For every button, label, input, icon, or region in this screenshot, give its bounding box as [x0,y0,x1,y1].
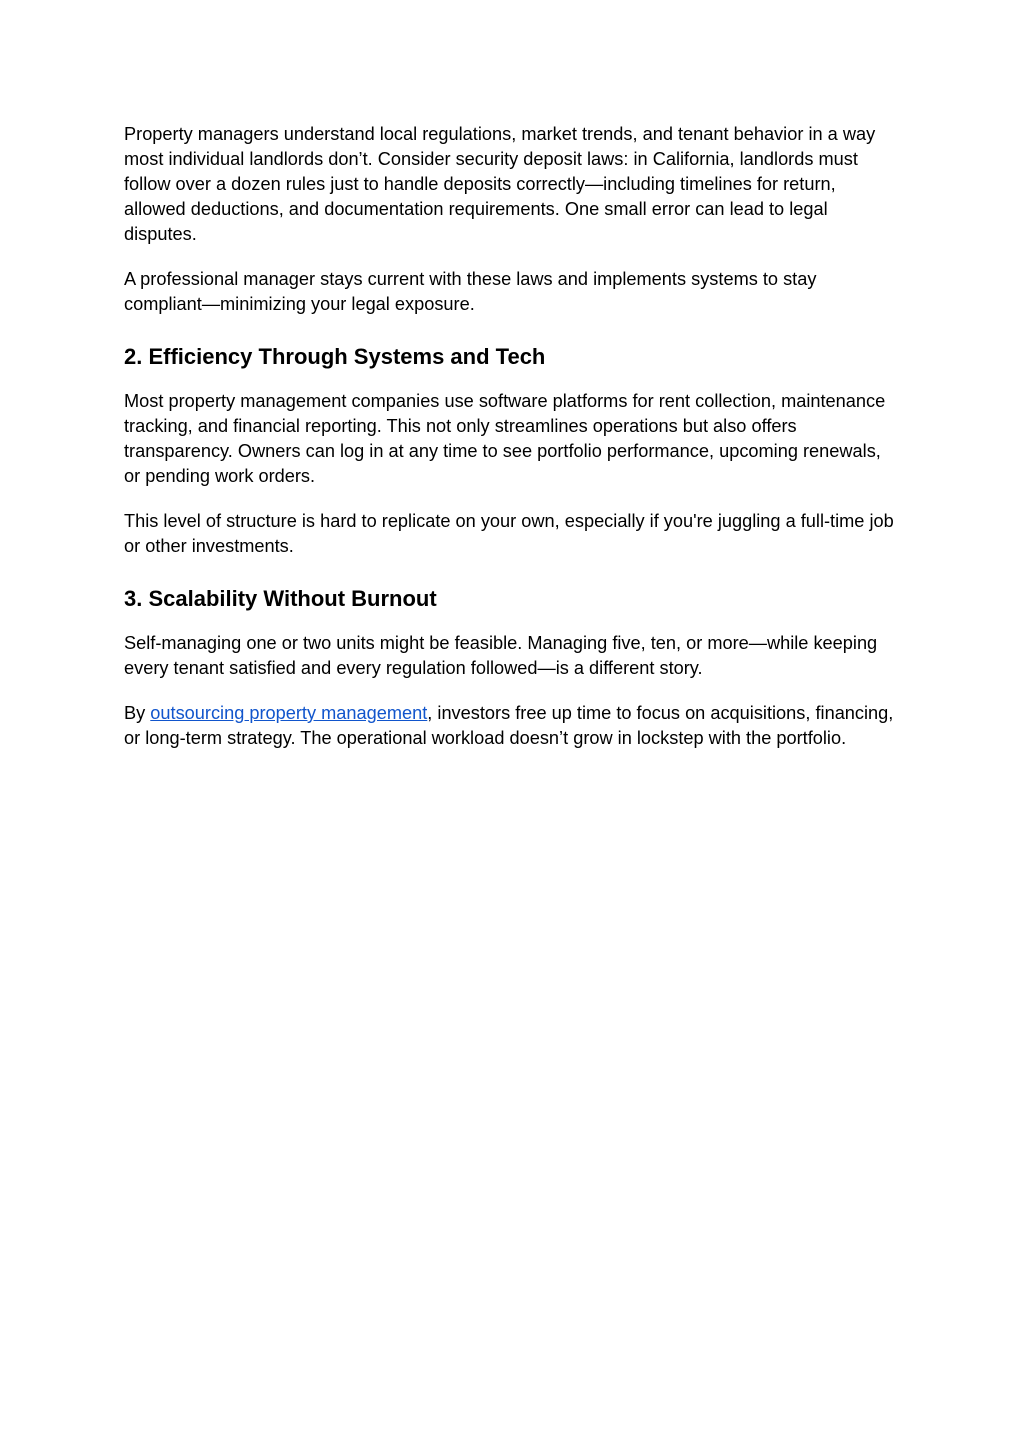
document-body [124,122,896,751]
paragraph-outsourcing [124,701,896,751]
outsourcing-property-management-link[interactable]: outsourcing property management [150,703,428,723]
paragraph-compliance: A professional manager stays current with these laws and implements systems to stay compliant—minimizing your legal exposure. [124,269,817,314]
paragraph-local-expertise: Property managers understand local regulations, market trends, and tenant behavior in a way most individual landlords don’t. Consider security deposit laws: in California, landlords must follow over a dozen rules just to handle deposits correctly—including timelines for return, allowed deductions, and documentation requirements. One small error can lead to legal disputes. [124,124,876,244]
paragraph-outsourcing-suffix: , investors free up time to focus on acquisitions, financing, or long-term strategy. The operational workload doesn’t grow in lockstep with the portfolio. [124,703,894,748]
section-heading-scalability: 3. Scalability Without Burnout [124,586,437,611]
section-heading-efficiency: 2. Efficiency Through Systems and Tech [124,344,546,369]
paragraph-structure: This level of structure is hard to replicate on your own, especially if you're juggling a full-time job or other investments. [124,511,894,556]
paragraph-outsourcing-prefix: By [124,703,151,723]
paragraph-self-managing: Self-managing one or two units might be feasible. Managing five, ten, or more—while keeping every tenant satisfied and every regulation followed—is a different story. [124,633,878,678]
paragraph-software-platforms: Most property management companies use software platforms for rent collection, maintenance tracking, and financial reporting. This not only streamlines operations but also offers transparency. Owners can log in at any time to see portfolio performance, upcoming renewals, or pending work orders. [124,391,886,486]
